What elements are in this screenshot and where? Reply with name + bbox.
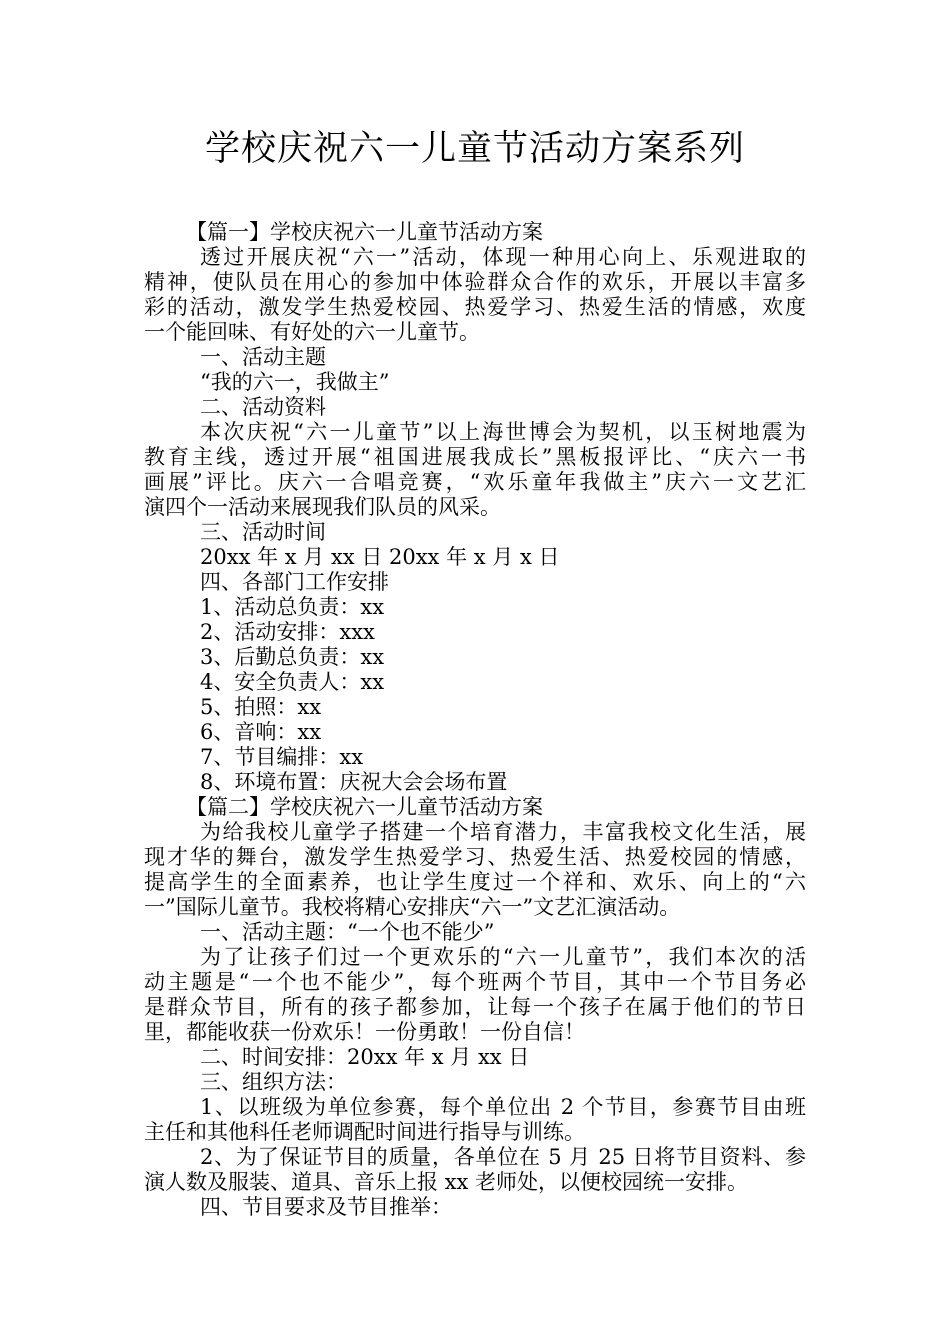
paragraph-line: 里，都能收获一份欢乐！一份勇敢！一份自信！ — [144, 1020, 585, 1044]
subheading: 三、组织方法： — [200, 1070, 347, 1094]
paragraph-line: 1、以班级为单位参赛，每个单位出 2 个节目，参赛节目由班 — [200, 1095, 806, 1119]
document-body — [144, 220, 806, 1220]
paragraph-line: 演人数及服装、道具、音乐上报 xx 老师处，以便校园统一安排。 — [144, 1170, 749, 1194]
paragraph-line: 彩的活动，激发学生热爱校园、热爱学习、热爱生活的情感，欢度 — [144, 295, 806, 319]
list-item: 5、拍照：xx — [200, 695, 322, 719]
list-item: 7、节目编排：xx — [200, 745, 364, 769]
subheading: 三、活动时间 — [200, 520, 326, 544]
paragraph-line: 为给我校儿童学子搭建一个培育潜力，丰富我校文化生活，展 — [200, 820, 806, 844]
paragraph-line: 是群众节目，所有的孩子都参加，让每一个孩子在属于他们的节日 — [144, 995, 806, 1019]
paragraph-line: 演四个一活动来展现我们队员的风采。 — [144, 495, 501, 519]
paragraph-line: 2、为了保证节目的质量，各单位在 5 月 25 日将节目资料、参 — [200, 1145, 806, 1169]
paragraph-line: 一”国际儿童节。我校将精心安排庆“六一”文艺汇演活动。 — [144, 895, 681, 919]
paragraph-line: 20xx 年 x 月 xx 日 20xx 年 x 月 x 日 — [200, 545, 560, 569]
paragraph-line: 现才华的舞台，激发学生热爱学习、热爱生活、热爱校园的情感， — [144, 845, 806, 869]
paragraph-line: 精神，使队员在用心的参加中体验群众合作的欢乐，开展以丰富多 — [144, 270, 806, 294]
section-heading-2: 【篇二】学校庆祝六一儿童节活动方案 — [186, 795, 543, 819]
paragraph-line: 主任和其他科任老师调配时间进行指导与训练。 — [144, 1120, 585, 1144]
subheading: 四、各部门工作安排 — [200, 570, 389, 594]
paragraph-line: 提高学生的全面素养，也让学生度过一个祥和、欢乐、向上的“六 — [144, 870, 806, 894]
list-item: 2、活动安排：xxx — [200, 620, 375, 644]
paragraph-line: 一个能回味、有好处的六一儿童节。 — [144, 320, 480, 344]
section-heading-1: 【篇一】学校庆祝六一儿童节活动方案 — [186, 220, 543, 244]
subheading: 一、活动主题 — [200, 345, 326, 369]
list-item: 3、后勤总负责：xx — [200, 645, 385, 669]
paragraph-line: “我的六一，我做主” — [200, 370, 390, 394]
document-title: 学校庆祝六一儿童节活动方案系列 — [204, 129, 745, 169]
list-item: 8、环境布置：庆祝大会会场布置 — [200, 770, 508, 794]
subheading: 一、活动主题：“一个也不能少” — [200, 920, 495, 944]
paragraph-line: 透过开展庆祝“六一”活动，体现一种用心向上、乐观进取的 — [200, 245, 806, 269]
subheading: 二、活动资料 — [200, 395, 326, 419]
paragraph-line: 为了让孩子们过一个更欢乐的“六一儿童节”，我们本次的活 — [200, 945, 806, 969]
subheading: 二、时间安排：20xx 年 x 月 xx 日 — [200, 1045, 530, 1069]
paragraph-line: 动主题是“一个也不能少”，每个班两个节目，其中一个节目务必 — [144, 970, 806, 994]
list-item: 4、安全负责人：xx — [200, 670, 385, 694]
paragraph-line: 教育主线，透过开展“祖国进展我成长”黑板报评比、“庆六一书 — [144, 445, 806, 469]
paragraph-line: 画展”评比。庆六一合唱竞赛，“欢乐童年我做主”庆六一文艺汇 — [144, 470, 806, 494]
paragraph-line: 本次庆祝“六一儿童节”以上海世博会为契机，以玉树地震为 — [200, 420, 806, 444]
list-item: 1、活动总负责：xx — [200, 595, 385, 619]
list-item: 6、音响：xx — [200, 720, 322, 744]
subheading: 四、节目要求及节目推举： — [200, 1195, 452, 1219]
